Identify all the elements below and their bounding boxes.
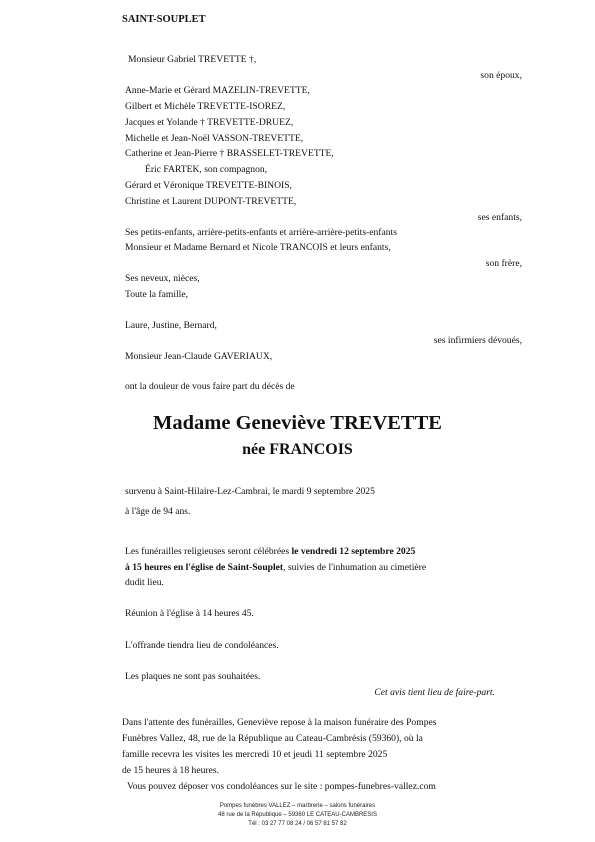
meeting-line: Réunion à l'église à 14 heures 45. [125, 608, 254, 619]
child-line: Michelle et Jean-Noël VASSON-TREVETTE, [125, 133, 304, 144]
spouse-name: Monsieur Gabriel TREVETTE †, [128, 54, 257, 65]
funeral-line-2: à 15 heures en l'église de Saint-Souplet, suivies de l'inhumation au cimetière [125, 562, 427, 573]
grandchildren-line: Ses petits-enfants, arrière-petits-enfants et arrière-arrière-petits-enfants [125, 227, 397, 238]
notice-line: Cet avis tient lieu de faire-part. [374, 687, 495, 698]
website-line: Vous pouvez déposer vos condoléances sur le site : pompes-funebres-vallez.com [127, 781, 436, 792]
spouse-role: son époux, [480, 70, 522, 81]
footer-phone: Tél : 03 27 77 08 24 / 06 57 81 57 82 [248, 821, 347, 827]
brother-line: Monsieur et Madame Bernard et Nicole TRANCOIS et leurs enfants, [125, 242, 391, 253]
deceased-birth-name: née FRANCOIS [242, 441, 353, 458]
rest-line: de 15 heures à 18 heures. [122, 765, 219, 776]
child-line: Jacques et Yolande † TREVETTE-DRUEZ, [125, 117, 294, 128]
footer-address: 48 rue de la République – 59360 LE CATEAU-CAMBRESIS [218, 812, 377, 818]
child-line: Anne-Marie et Gérard MAZELIN-TREVETTE, [125, 85, 310, 96]
offering-line: L'offrande tiendra lieu de condoléances. [125, 640, 279, 651]
other-mourner: Monsieur Jean-Claude GAVERIAUX, [125, 351, 273, 362]
child-line: Gilbert et Michèle TREVETTE-ISOREZ, [125, 101, 286, 112]
nurses-line: Laure, Justine, Bernard, [125, 320, 217, 331]
child-line: Éric FARTEK, son compagnon, [145, 164, 268, 175]
announcement-line: ont la douleur de vous faire part du décès de [125, 381, 295, 392]
plaques-line: Les plaques ne sont pas souhaitées. [125, 671, 261, 682]
nephews-line: Ses neveux, nièces, [125, 273, 200, 284]
child-line: Gérard et Véronique TREVETTE-BINOIS, [125, 180, 292, 191]
funeral-line-1: Les funérailles religieuses seront célébrées le vendredi 12 septembre 2025 [125, 546, 416, 557]
child-line: Christine et Laurent DUPONT-TREVETTE, [125, 196, 297, 207]
death-place-date: survenu à Saint-Hilaire-Lez-Cambrai, le mardi 9 septembre 2025 [125, 486, 375, 497]
age-line: à l'âge de 94 ans. [125, 506, 191, 517]
children-role: ses enfants, [477, 212, 522, 223]
rest-line: Dans l'attente des funérailles, Geneviève repose à la maison funéraire des Pompes [122, 717, 437, 728]
footer-company: Pompes funèbres VALLEZ – marbrerie – salons funéraires [219, 803, 376, 809]
child-line: Catherine et Jean-Pierre † BRASSELET-TREVETTE, [125, 148, 334, 159]
town-heading: SAINT-SOUPLET [122, 14, 206, 25]
family-line: Toute la famille, [125, 289, 188, 300]
rest-line: famille recevra les visites les mercredi 10 et jeudi 11 septembre 2025 [122, 749, 388, 760]
rest-line: Funèbres Vallez, 48, rue de la République au Cateau-Cambrésis (59360), où la [122, 733, 423, 744]
nurses-role: ses infirmiers dévoués, [433, 335, 522, 346]
deceased-name: Madame Geneviève TREVETTE [153, 412, 442, 434]
funeral-line-3: dudit lieu. [125, 577, 164, 588]
brother-role: son frère, [485, 258, 522, 269]
